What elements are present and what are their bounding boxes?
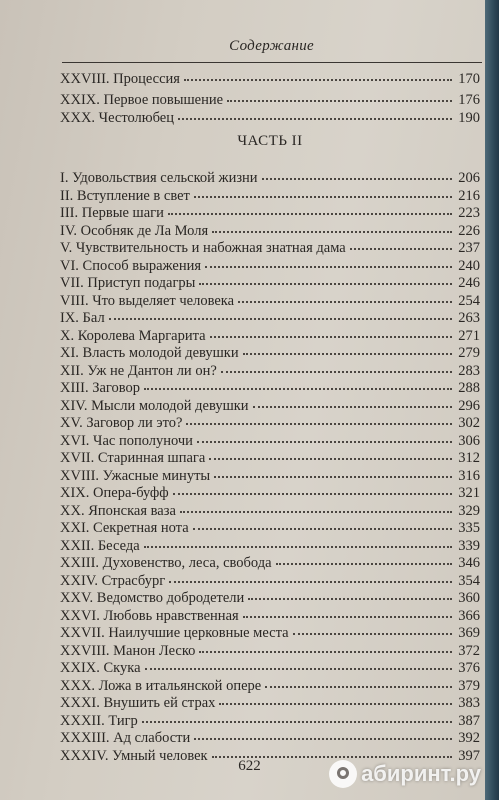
toc-entry-page: 288 — [458, 380, 480, 396]
leader-dots — [194, 724, 452, 740]
leader-dots — [199, 637, 452, 653]
toc-entry-page: 387 — [458, 712, 480, 729]
toc-entry-title: III. Первые шаги — [60, 205, 164, 221]
leader-dots — [173, 479, 452, 495]
toc-entry-title: XXX. Ложа в итальянской опере — [60, 677, 262, 694]
toc-entry-page: 254 — [458, 292, 480, 309]
toc-entry-page: 302 — [458, 415, 480, 431]
toc-entry-title: IX. Бал — [60, 310, 105, 326]
toc-entry-page: 369 — [458, 625, 480, 641]
toc-entry-page: 372 — [458, 642, 480, 659]
toc-entry-page: 271 — [458, 327, 480, 344]
toc-entry-title: XV. Заговор ли это? — [60, 415, 183, 431]
toc-entry-title: X. Королева Маргарита — [60, 327, 206, 344]
toc-entry-title: XI. Власть молодой девушки — [60, 345, 239, 361]
leader-dots — [180, 497, 452, 513]
toc-entry-title: XXIII. Духовенство, леса, свобода — [60, 555, 272, 571]
leader-dots — [184, 65, 452, 81]
leader-dots — [243, 339, 452, 355]
leader-dots — [109, 304, 452, 320]
toc-entry-title: VII. Приступ подагры — [60, 275, 196, 291]
toc-entry-page: 283 — [458, 362, 480, 379]
toc-entry-title: XXXIV. Умный человек — [60, 747, 208, 764]
leader-dots — [210, 322, 452, 338]
toc-entry-title: XIX. Опера-буфф — [60, 485, 169, 501]
toc-entry-title: XIII. Заговор — [60, 380, 140, 396]
toc-entry-title: XXIX. Первое повышение — [60, 92, 224, 108]
leader-dots — [186, 409, 452, 425]
leader-dots — [178, 104, 452, 120]
leader-dots — [209, 444, 452, 460]
leader-dots — [265, 672, 452, 688]
toc-entry-page: 246 — [458, 275, 480, 291]
page-number: 622 — [238, 758, 261, 774]
toc-entry-page: 170 — [458, 71, 480, 87]
toc-entry-page: 339 — [458, 537, 480, 554]
leader-dots — [243, 602, 452, 618]
toc-entry-page: 206 — [458, 170, 480, 186]
toc-entry-page: 379 — [458, 677, 480, 694]
toc-entry-title: XXI. Секретная нота — [60, 520, 189, 536]
toc-entry-title: XXIV. Страсбург — [60, 572, 166, 589]
watermark-text: абиринт.ру — [361, 761, 481, 786]
toc-entry-page: 360 — [458, 590, 480, 606]
toc-entry-title: XXXII. Тигр — [60, 712, 138, 729]
toc-entry-page: 366 — [458, 607, 480, 624]
running-header — [62, 36, 482, 63]
toc-entry-page: 237 — [458, 240, 480, 256]
toc-entry-title: XXVIII. Манон Леско — [60, 642, 196, 659]
leader-dots — [238, 287, 452, 303]
header-title: Содержание — [229, 38, 314, 54]
leader-dots — [276, 549, 452, 565]
toc-entry-title: XXV. Ведомство добродетели — [60, 590, 245, 606]
leader-dots — [144, 532, 452, 548]
toc-entry-title: XXXI. Внушить ей страх — [60, 695, 216, 711]
toc-entry-page: 223 — [458, 205, 480, 221]
toc-entry-title: XVII. Старинная шпага — [60, 450, 206, 466]
toc-entry-page: 346 — [458, 555, 480, 571]
leader-dots — [219, 689, 452, 705]
toc-entry-title: XII. Уж не Дантон ли он? — [60, 362, 217, 379]
toc-entry-title: XVI. Час пополуночи — [60, 432, 193, 449]
toc-entry-title: I. Удовольствия сельской жизни — [60, 170, 258, 186]
toc-entry-title: XIV. Мысли молодой девушки — [60, 397, 249, 414]
leader-dots — [248, 584, 452, 600]
toc-entry-page: 392 — [458, 730, 480, 746]
toc-entry-title: VI. Способ выражения — [60, 257, 202, 274]
leader-dots — [168, 199, 452, 215]
leader-dots — [212, 217, 452, 233]
toc-entry-title: IV. Особняк де Ла Моля — [60, 222, 209, 239]
toc-entry-page: 279 — [458, 345, 480, 361]
leader-dots — [262, 164, 452, 180]
toc-entry-title: XXVII. Наилучшие церковные места — [60, 625, 289, 641]
leader-dots — [145, 654, 452, 670]
toc-entry-title: XXIX. Скука — [60, 660, 141, 676]
toc-entry-page: 263 — [458, 310, 480, 326]
toc-entry-page: 329 — [458, 502, 480, 519]
toc-entry-title: XXVIII. Процессия — [60, 71, 180, 87]
toc-entry-title: II. Вступление в свет — [60, 187, 190, 204]
leader-dots — [193, 514, 452, 530]
toc-entry-page: 190 — [458, 110, 480, 126]
toc-entry-page: 216 — [458, 187, 480, 204]
leader-dots — [214, 462, 452, 478]
toc-entry-page: 176 — [458, 92, 480, 108]
toc-entry-page: 354 — [458, 572, 480, 589]
leader-dots — [293, 619, 452, 635]
toc-entry-page: 240 — [458, 257, 480, 274]
leader-dots — [194, 182, 452, 198]
toc-entry-page: 335 — [458, 520, 480, 536]
leader-dots — [350, 234, 452, 250]
leader-dots — [197, 427, 452, 443]
toc-entry-title: XX. Японская ваза — [60, 502, 176, 519]
leader-dots — [221, 357, 452, 373]
leader-dots — [227, 86, 452, 102]
toc-entry — [60, 67, 480, 87]
leader-dots — [205, 252, 452, 268]
watermark — [329, 760, 481, 788]
leader-dots — [144, 374, 452, 390]
toc-entry-title: XXII. Беседа — [60, 537, 140, 554]
leader-dots — [169, 567, 452, 583]
leader-dots — [253, 392, 452, 408]
leader-dots — [142, 707, 452, 723]
toc-entry-page: 376 — [458, 660, 480, 676]
toc-entry-title: V. Чувствительность и набожная знатная дама — [60, 240, 346, 256]
toc-entry-page: 321 — [458, 485, 480, 501]
leader-dots — [199, 269, 452, 285]
toc-entry-title: VIII. Что выделяет человека — [60, 292, 235, 309]
toc-entry-page: 312 — [458, 450, 480, 466]
toc-entry-page: 226 — [458, 222, 480, 239]
toc-entry-title: XVIII. Ужасные минуты — [60, 467, 211, 484]
toc-entry-title: XXX. Честолюбец — [60, 110, 174, 126]
leader-dots — [212, 742, 452, 758]
toc-entry-page: 306 — [458, 432, 480, 449]
toc-entry-title: XXXIII. Ад слабости — [60, 730, 191, 746]
toc-entry-page: 316 — [458, 467, 480, 484]
toc-entry — [60, 106, 480, 126]
page-edge — [485, 0, 499, 800]
labyrinth-logo-icon — [329, 760, 357, 788]
toc-entry-page: 383 — [458, 695, 480, 711]
toc-entry-page: 296 — [458, 397, 480, 414]
toc-entry-title: XXVI. Любовь нравственная — [60, 607, 239, 624]
part-heading: ЧАСТЬ II — [237, 133, 303, 149]
toc-entry-page: 397 — [458, 747, 480, 764]
